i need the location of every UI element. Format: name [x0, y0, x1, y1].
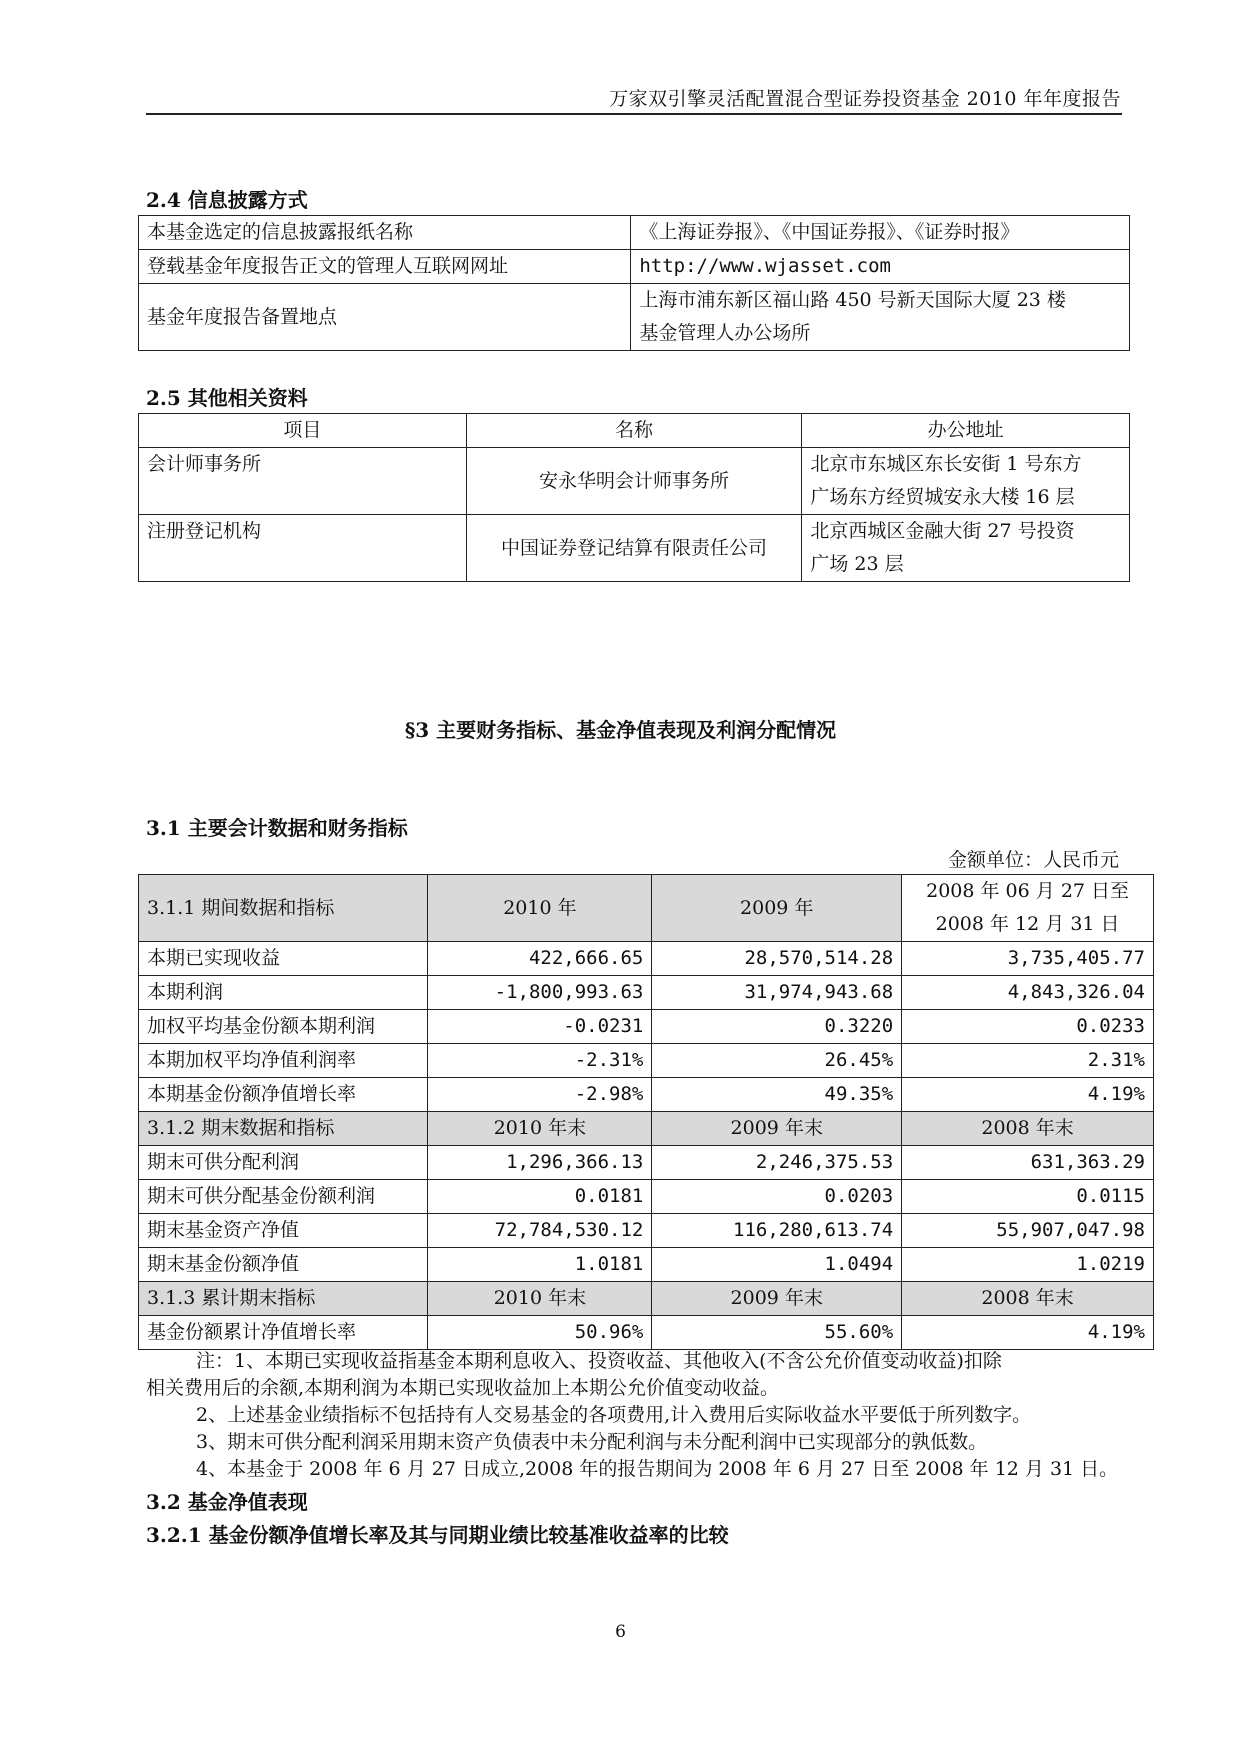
cell-value: 0.0181 [428, 1180, 652, 1214]
table-row [139, 216, 1130, 250]
row-label: 期末基金份额净值 [139, 1248, 428, 1282]
cell-value: 1.0181 [428, 1248, 652, 1282]
group-title: 3.1.1 期间数据和指标 [139, 875, 428, 942]
name-cell: 中国证券登记结算有限责任公司 [466, 515, 802, 582]
cell-value: 1,296,366.13 [428, 1146, 652, 1180]
address-line: 广场 23 层 [810, 553, 904, 575]
column-header: 办公地址 [802, 414, 1130, 448]
column-header: 名称 [466, 414, 802, 448]
cell-value: 116,280,613.74 [652, 1214, 902, 1248]
column-header: 项目 [139, 414, 467, 448]
cell-value: 31,974,943.68 [652, 976, 902, 1010]
table-row [139, 1146, 1154, 1180]
row-value: 上海市浦东新区福山路 450 号新天国际大厦 23 楼 [639, 289, 1066, 311]
group-title: 3.1.2 期末数据和指标 [139, 1112, 428, 1146]
row-label: 基金年度报告备置地点 [139, 284, 631, 351]
cell-value: 422,666.65 [428, 942, 652, 976]
cell-value: 0.3220 [652, 1010, 902, 1044]
website-url: http://www.wjasset.com [631, 250, 1130, 284]
column-header: 2009 年 [652, 875, 902, 942]
row-label: 期末基金资产净值 [139, 1214, 428, 1248]
table-row [139, 250, 1130, 284]
row-value-line2: 基金管理人办公场所 [639, 322, 811, 344]
table-row [139, 1180, 1154, 1214]
cell-value: -0.0231 [428, 1010, 652, 1044]
cell-value: 1.0494 [652, 1248, 902, 1282]
column-header: 2010 年 [428, 875, 652, 942]
address-line: 北京西城区金融大街 27 号投资 [810, 520, 1075, 542]
address-line: 广场东方经贸城安永大楼 16 层 [810, 486, 1075, 508]
cell-value: 28,570,514.28 [652, 942, 902, 976]
cell-value: 0.0115 [902, 1180, 1154, 1214]
column-header: 2008 年末 [902, 1112, 1154, 1146]
row-label: 期末可供分配利润 [139, 1146, 428, 1180]
section-3-2-1-title: 3.2.1 基金份额净值增长率及其与同期业绩比较基准收益率的比较 [146, 1523, 729, 1547]
column-header: 2010 年末 [428, 1282, 652, 1316]
cell-value: 49.35% [652, 1078, 902, 1112]
amount-unit: 金额单位：人民币元 [947, 849, 1119, 871]
table-row [139, 284, 1130, 351]
row-label: 本期基金份额净值增长率 [139, 1078, 428, 1112]
table-row [139, 1248, 1154, 1282]
item-cell: 注册登记机构 [139, 515, 467, 582]
cell-value: 4.19% [902, 1316, 1154, 1350]
cell-value: -2.98% [428, 1078, 652, 1112]
cell-value: 0.0203 [652, 1180, 902, 1214]
group-title: 3.1.3 累计期末指标 [139, 1282, 428, 1316]
note-line: 4、本基金于 2008 年 6 月 27 日成立,2008 年的报告期间为 2008 年 6 月 27 日至 2008 年 12 月 31 日。 [196, 1458, 1119, 1480]
row-label: 加权平均基金份额本期利润 [139, 1010, 428, 1044]
section-3-2-title: 3.2 基金净值表现 [146, 1490, 308, 1514]
cell-value: -2.31% [428, 1044, 652, 1078]
table-row [139, 942, 1154, 976]
row-value: 《上海证券报》、《中国证券报》、《证券时报》 [631, 216, 1130, 250]
note-line: 3、期末可供分配利润采用期末资产负债表中未分配利润与未分配利润中已实现部分的孰低数。 [196, 1431, 988, 1453]
cell-value: -1,800,993.63 [428, 976, 652, 1010]
table-row [139, 1214, 1154, 1248]
cell-value: 26.45% [652, 1044, 902, 1078]
cell-value: 50.96% [428, 1316, 652, 1350]
note-line: 注：1、本期已实现收益指基金本期利息收入、投资收益、其他收入(不含公允价值变动收益)扣除 [196, 1350, 1002, 1372]
cell-value: 4.19% [902, 1078, 1154, 1112]
column-header: 2008 年 12 月 31 日 [935, 913, 1120, 935]
group-header-row [139, 1282, 1154, 1316]
note-line: 相关费用后的余额,本期利润为本期已实现收益加上本期公允价值变动收益。 [146, 1377, 780, 1399]
column-header: 2008 年末 [902, 1282, 1154, 1316]
row-label: 基金份额累计净值增长率 [139, 1316, 428, 1350]
disclosure-table [138, 215, 1130, 351]
cell-value: 55,907,047.98 [902, 1214, 1154, 1248]
table-row [139, 976, 1154, 1010]
page-number: 6 [615, 1622, 626, 1642]
item-cell: 会计师事务所 [139, 448, 467, 515]
table-row [139, 515, 1130, 582]
row-label: 本期加权平均净值利润率 [139, 1044, 428, 1078]
table-row [139, 448, 1130, 515]
row-label: 期末可供分配基金份额利润 [139, 1180, 428, 1214]
cell-value: 631,363.29 [902, 1146, 1154, 1180]
header-divider [146, 113, 1122, 115]
other-info-table [138, 413, 1130, 582]
column-header: 2010 年末 [428, 1112, 652, 1146]
group-header-row [139, 1112, 1154, 1146]
cell-value: 2.31% [902, 1044, 1154, 1078]
section-3-1-title: 3.1 主要会计数据和财务指标 [146, 816, 408, 840]
table-row [139, 1044, 1154, 1078]
section-2-5-title: 2.5 其他相关资料 [146, 386, 308, 410]
note-line: 2、上述基金业绩指标不包括持有人交易基金的各项费用,计入费用后实际收益水平要低于所列数字。 [196, 1404, 1032, 1426]
cell-value: 2,246,375.53 [652, 1146, 902, 1180]
section-3-title: §3 主要财务指标、基金净值表现及利润分配情况 [404, 718, 837, 742]
name-cell: 安永华明会计师事务所 [466, 448, 802, 515]
table-header-row [139, 414, 1130, 448]
cell-value: 3,735,405.77 [902, 942, 1154, 976]
row-label: 本期已实现收益 [139, 942, 428, 976]
column-header: 2009 年末 [652, 1282, 902, 1316]
row-label: 登载基金年度报告正文的管理人互联网网址 [139, 250, 631, 284]
section-2-4-title: 2.4 信息披露方式 [146, 188, 308, 212]
table-row [139, 1078, 1154, 1112]
cell-value: 72,784,530.12 [428, 1214, 652, 1248]
row-label: 本基金选定的信息披露报纸名称 [139, 216, 631, 250]
column-header: 2009 年末 [652, 1112, 902, 1146]
cell-value: 55.60% [652, 1316, 902, 1350]
address-line: 北京市东城区东长安街 1 号东方 [810, 453, 1082, 475]
cell-value: 1.0219 [902, 1248, 1154, 1282]
table-row [139, 1010, 1154, 1044]
group-header-row [139, 875, 1154, 942]
report-header-title: 万家双引擎灵活配置混合型证券投资基金 2010 年年度报告 [609, 88, 1121, 110]
row-label: 本期利润 [139, 976, 428, 1010]
column-header: 2008 年 06 月 27 日至 [926, 880, 1130, 902]
table-row [139, 1316, 1154, 1350]
cell-value: 4,843,326.04 [902, 976, 1154, 1010]
financial-indicators-table [138, 874, 1154, 1350]
cell-value: 0.0233 [902, 1010, 1154, 1044]
